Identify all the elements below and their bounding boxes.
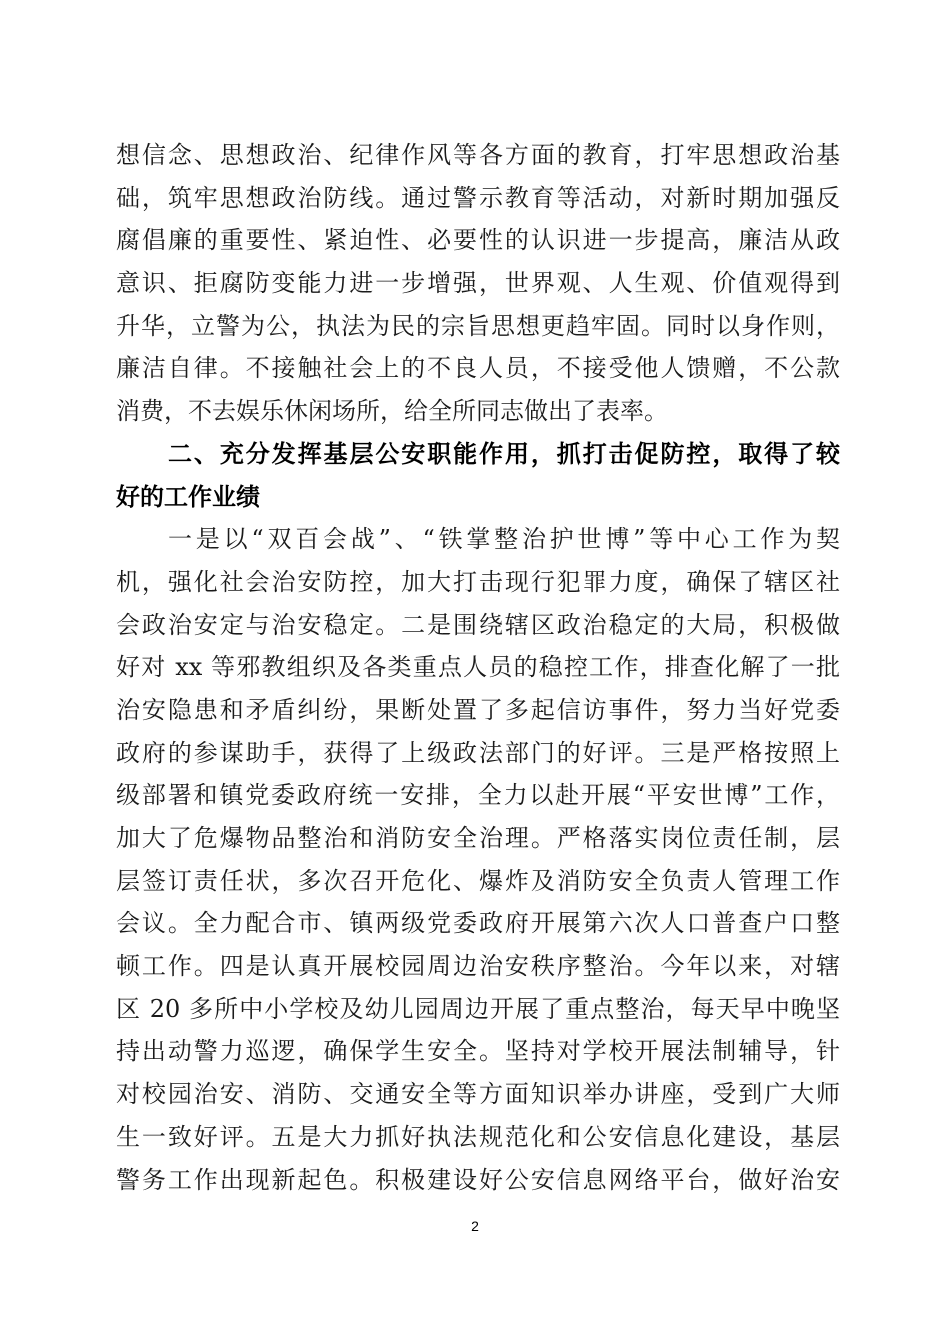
paragraph-work-results: [116, 518, 840, 1201]
text-line: 廉洁自律。不接触社会上的不良人员，不接受他人馈赠，不公款: [116, 354, 840, 383]
text-line: 治安隐患和矛盾纠纷，果断处置了多起信访事件，努力当好党委: [116, 695, 840, 724]
text-line: 政府的参谋助手，获得了上级政法部门的好评。三是严格按照上: [116, 738, 840, 767]
page-number: 2: [471, 1218, 479, 1234]
text-line: 升华，立警为公，执法为民的宗旨思想更趋牢固。同时以身作则，: [116, 311, 840, 340]
text-line: 级部署和镇党委政府统一安排，全力以赴开展“平安世博”工作，: [116, 781, 840, 810]
text-line: 层签订责任状，多次召开危化、爆炸及消防安全负责人管理工作: [116, 866, 840, 895]
text-line: 好对 xx 等邪教组织及各类重点人员的稳控工作，排查化解了一批: [116, 653, 840, 682]
text-line: 会议。全力配合市、镇两级党委政府开展第六次人口普查户口整: [116, 909, 840, 938]
text-line: 区 20 多所中小学校及幼儿园周边开展了重点整治，每天早中晚坚: [116, 994, 840, 1023]
text-line: 对校园治安、消防、交通安全等方面知识举办讲座，受到广大师: [116, 1080, 840, 1109]
text-line: 加大了危爆物品整治和消防安全治理。严格落实岗位责任制，层: [116, 824, 840, 852]
text-line: 意识、拒腐防变能力进一步增强，世界观、人生观、价值观得到: [116, 269, 840, 298]
document-body: [116, 134, 840, 1201]
text-line: 腐倡廉的重要性、紧迫性、必要性的认识进一步提高，廉洁从政: [116, 226, 840, 255]
text-line: 会政治安定与治安稳定。二是围绕辖区政治稳定的大局，积极做: [116, 610, 840, 639]
text-line: 消费，不去娱乐休闲场所，给全所同志做出了表率。: [116, 397, 668, 426]
text-line: 础，筑牢思想政治防线。通过警示教育等活动，对新时期加强反: [116, 183, 840, 212]
text-line: 持出动警力巡逻，确保学生安全。坚持对学校开展法制辅导，针: [116, 1037, 840, 1066]
text-line: 想信念、思想政治、纪律作风等各方面的教育，打牢思想政治基: [116, 141, 840, 169]
text-line: 警务工作出现新起色。积极建设好公安信息网络平台，做好治安: [116, 1165, 840, 1194]
text-line: 机，强化社会治安防控，加大打击现行犯罪力度，确保了辖区社: [116, 567, 840, 596]
text-line: 一是以“双百会战”、“铁掌整治护世博”等中心工作为契: [168, 525, 840, 554]
heading-line: 二、充分发挥基层公安职能作用，抓打击促防控，取得了较: [168, 439, 840, 468]
text-line: 生一致好评。五是大力抓好执法规范化和公安信息化建设，基层: [116, 1122, 840, 1151]
paragraph-continuation: [116, 134, 840, 433]
text-line: 顿工作。四是认真开展校园周边治安秩序整治。今年以来，对辖: [116, 952, 840, 981]
section-heading: [116, 433, 840, 518]
heading-line: 好的工作业绩: [116, 482, 260, 511]
